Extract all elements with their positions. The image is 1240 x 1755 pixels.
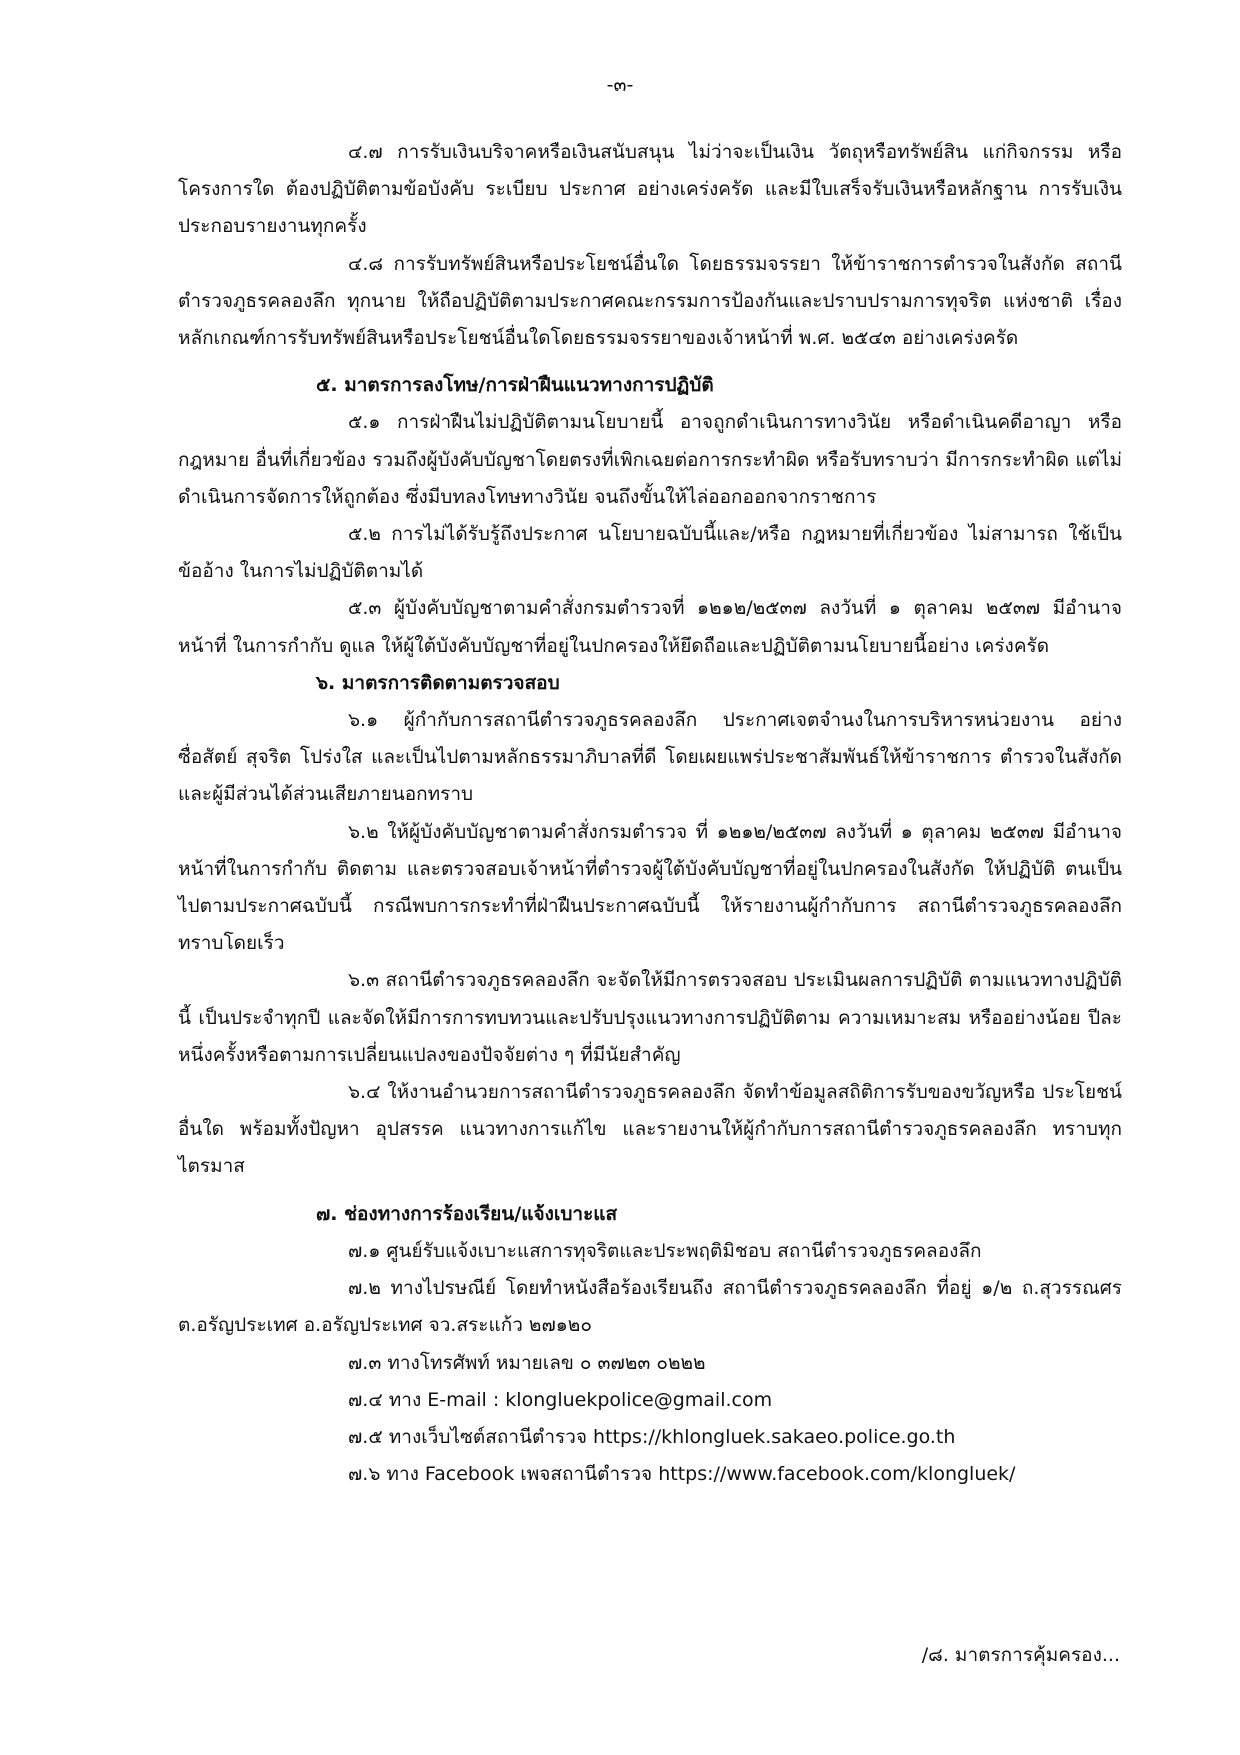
paragraph-6-1: ๖.๑ ผู้กำกับการสถานีตำรวจภูธรคลองลึก ประกาศเจตจำนงในการบริหารหน่วยงาน อย่างซื่อสัตย์ สุจริต โปร่งใส และเป็นไปตามหลักธรรมาภิบาลที่ดี โดยเผยแพร่ประชาสัมพันธ์ให้ข้าราชการ ตำรวจในสังกัด และผู้มีส่วนได้ส่วนเสียภายนอกทราบ: [178, 709, 1122, 806]
paragraph-6-4: ๖.๔ ให้งานอำนวยการสถานีตำรวจภูธรคลองลึก จัดทำข้อมูลสถิติการรับของขวัญหรือ ประโยชน์อื่นใด พร้อมทั้งปัญหา อุปสรรค แนวทางการแก้ไข และรายงานให้ผู้กำกับการสถานีตำรวจภูธรคลองลึก ทราบทุกไตรมาส: [178, 1081, 1122, 1178]
page-number: -๓-: [606, 74, 634, 96]
paragraph-5-2: ๕.๒ การไม่ได้รับรู้ถึงประกาศ นโยบายฉบับนี้และ/หรือ กฎหมายที่เกี่ยวข้อง ไม่สามารถ ใช้เป็นข้ออ้าง ในการไม่ปฏิบัติตามได้: [178, 523, 1122, 583]
paragraph-5-3: ๕.๓ ผู้บังคับบัญชาตามคำสั่งกรมตำรวจที่ ๑๒๑๒/๒๕๓๗ ลงวันที่ ๑ ตุลาคม ๒๕๓๗ มีอำนาจหน้าที่ ในการกำกับ ดูแล ให้ผู้ใต้บังคับบัญชาที่อยู่ในปกครองให้ยึดถือและปฏิบัติตามนโยบายนี้อย่าง เคร่งครัด: [178, 597, 1122, 657]
paragraph-7-1: ๗.๑ ศูนย์รับแจ้งเบาะแสการทุจริตและประพฤติมิชอบ สถานีตำรวจภูธรคลองลึก: [348, 1239, 982, 1262]
paragraph-5-1: ๕.๑ การฝ่าฝืนไม่ปฏิบัติตามนโยบายนี้ อาจถูกดำเนินการทางวินัย หรือดำเนินคดีอาญา หรือกฎหมาย อื่นที่เกี่ยวข้อง รวมถึงผู้บังคับบัญชาโดยตรงที่เพิกเฉยต่อการกระทำผิด หรือรับทราบว่า มีการกระทำผิด แต่ไม่ดำเนินการจัดการให้ถูกต้อง ซึ่งมีบทลงโทษทางวินัย จนถึงขั้นให้ไล่ออกออกจากราชการ: [178, 411, 1122, 508]
paragraph-7-4-email: ๗.๔ ทาง E-mail : klongluekpolice@gmail.com: [348, 1388, 773, 1411]
document-body: [178, 134, 1122, 1493]
paragraph-4-7: ๔.๗ การรับเงินบริจาคหรือเงินสนับสนุน ไม่ว่าจะเป็นเงิน วัตถุหรือทรัพย์สิน แก่กิจกรรม หรือโครงการใด ต้องปฏิบัติตามข้อบังคับ ระเบียบ ประกาศ อย่างเคร่งครัด และมีใบเสร็จรับเงินหรือหลักฐาน การรับเงิน ประกอบรายงานทุกครั้ง: [178, 141, 1122, 238]
heading-section-5: ๕. มาตรการลงโทษ/การฝ่าฝืนแนวทางการปฏิบัติ: [316, 374, 714, 397]
paragraph-7-2: ๗.๒ ทางไปรษณีย์ โดยทำหนังสือร้องเรียนถึง สถานีตำรวจภูธรคลองลึก ที่อยู่ ๑/๒ ถ.สุวรรณศร ต.อรัญประเทศ อ.อรัญประเทศ จว.สระแก้ว ๒๗๑๒๐: [178, 1277, 1122, 1337]
heading-section-7: ๗. ช่องทางการร้องเรียน/แจ้งเบาะแส: [316, 1202, 618, 1225]
heading-section-6: ๖. มาตรการติดตามตรวจสอบ: [316, 671, 560, 694]
paragraph-6-2: ๖.๒ ให้ผู้บังคับบัญชาตามคำสั่งกรมตำรวจ ที่ ๑๒๑๒/๒๕๓๗ ลงวันที่ ๑ ตุลาคม ๒๕๓๗ มีอำนาจ หน้าที่ในการกำกับ ติดตาม และตรวจสอบเจ้าหน้าที่ตำรวจผู้ใต้บังคับบัญชาที่อยู่ในปกครองในสังกัด ให้ปฏิบัติ ตนเป็นไปตามประกาศฉบับนี้ กรณีพบการกระทำที่ฝ่าฝืนประกาศฉบับนี้ ให้รายงานผู้กำกับการ สถานีตำรวจภูธรคลองลึกทราบโดยเร็ว: [178, 820, 1122, 955]
paragraph-6-3: ๖.๓ สถานีตำรวจภูธรคลองลึก จะจัดให้มีการตรวจสอบ ประเมินผลการปฏิบัติ ตามแนวทางปฏิบัตินี้ เป็นประจำทุกปี และจัดให้มีการการทบทวนและปรับปรุงแนวทางการปฏิบัติตาม ความเหมาะสม หรืออย่างน้อย ปีละหนึ่งครั้งหรือตามการเปลี่ยนแปลงของปัจจัยต่าง ๆ ที่มีนัยสำคัญ: [178, 969, 1122, 1066]
paragraph-7-5-website: ๗.๕ ทางเว็บไซต์สถานีตำรวจ https://khlongluek.sakaeo.police.go.th: [348, 1425, 956, 1448]
continuation-reference: /๘. มาตรการคุ้มครอง...: [921, 1644, 1120, 1666]
paragraph-4-8: ๔.๘ การรับทรัพย์สินหรือประโยชน์อื่นใด โดยธรรมจรรยา ให้ข้าราชการตำรวจในสังกัด สถานีตำรวจภูธรคลองลึก ทุกนาย ให้ถือปฏิบัติตามประกาศคณะกรรมการป้องกันและปราบปรามการทุจริต แห่งชาติ เรื่อง หลักเกณฑ์การรับทรัพย์สินหรือประโยชน์อื่นใดโดยธรรมจรรยาของเจ้าหน้าที่ พ.ศ. ๒๕๔๓ อย่างเคร่งครัด: [178, 252, 1122, 350]
paragraph-7-3-phone: ๗.๓ ทางโทรศัพท์ หมายเลข ๐ ๓๗๒๓ ๐๒๒๒: [348, 1351, 706, 1374]
paragraph-7-6-facebook: ๗.๖ ทาง Facebook เพจสถานีตำรวจ https://www.facebook.com/klongluek/: [348, 1463, 1016, 1486]
